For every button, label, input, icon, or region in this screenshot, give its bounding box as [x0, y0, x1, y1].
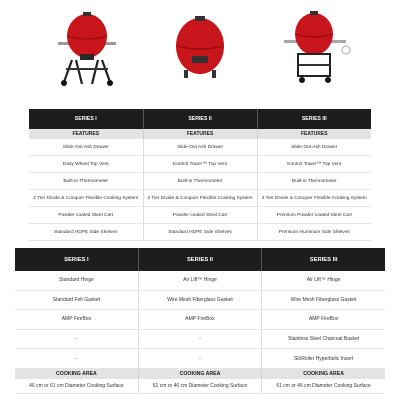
header-series-3: SERIES III [257, 109, 371, 129]
series-3-grill-image [282, 6, 354, 88]
table-cell: Wire Mesh Fiberglass Gasket [138, 290, 261, 310]
table-row [29, 173, 371, 190]
table-cell: Slide-Out Ash Drawer [257, 139, 371, 156]
table-cell: Premium Powder coated Steel Cart [257, 207, 371, 224]
table-cell: Air Lift™ Hinge [138, 271, 261, 290]
table-row [29, 156, 371, 173]
series-1-grill-image [56, 6, 118, 88]
table-cell: Slide-Out Ash Drawer [29, 139, 143, 156]
table-cell: 46 cm or 61 cm Diameter Cooking Surface [15, 379, 138, 394]
section-label: COOKING AREA [262, 368, 385, 379]
table-cell: Built-in Thermometer [29, 173, 143, 190]
table-cell: 2 Tier Divide & Conquer Flexible Cooking System [29, 190, 143, 207]
table-cell: 3 Tier Divide & Conquer Flexible Cooking System [257, 190, 371, 207]
table-cell: AMP FireBox [262, 310, 385, 330]
table-cell: Stainless Steel Charcoal Basket [262, 329, 385, 349]
table-cell: Kontrol Tower™ Top Vent [257, 156, 371, 173]
table-cell: Dasy Wheel Top Vent [29, 156, 143, 173]
table-header-row [15, 248, 385, 271]
table-row [15, 379, 385, 394]
table-row [15, 310, 385, 330]
table-cell: 61 cm or 46 cm Diameter Cooking Surface [262, 379, 385, 394]
hardware-comparison-table [15, 248, 385, 394]
table-cell: Standard Hinge [15, 271, 138, 290]
section-label: FEATURES [29, 129, 143, 139]
table-cell: SlōRoller Hyperbolic Insert [262, 349, 385, 369]
table-cell: AMP FireBox [138, 310, 261, 330]
table-row [29, 224, 371, 241]
section-label: COOKING AREA [15, 368, 138, 379]
table-cell: Kontrol Tower™ Top Vent [143, 156, 257, 173]
table-header-row [29, 109, 371, 129]
table-cell: Built-in Thermometer [257, 173, 371, 190]
table-row [29, 207, 371, 224]
table-cell: AMP FireBox [15, 310, 138, 330]
table-row [15, 349, 385, 369]
table-row [15, 290, 385, 310]
table-row [15, 271, 385, 290]
section-row-features [29, 129, 371, 139]
table-cell: - [138, 349, 261, 369]
table-cell: Standard Felt Gasket [15, 290, 138, 310]
table-cell: Premium Aluminum Side Shelves [257, 224, 371, 241]
table-cell: Slide-Out Ash Drawer [143, 139, 257, 156]
table-cell: Powder coated Steel Cart [143, 207, 257, 224]
section-label: FEATURES [143, 129, 257, 139]
product-images [0, 0, 400, 95]
table-row [29, 190, 371, 207]
header-series-2: SERIES II [143, 109, 257, 129]
header-series-1: SERIES I [15, 248, 138, 271]
section-label: COOKING AREA [138, 368, 261, 379]
table-cell: - [15, 329, 138, 349]
table-row [29, 139, 371, 156]
features-comparison-table [29, 109, 371, 241]
section-row-cooking-area [15, 368, 385, 379]
table-row [15, 329, 385, 349]
header-series-3: SERIES III [262, 248, 385, 271]
table-cell: 61 cm or 46 cm Diameter Cooking Surface [138, 379, 261, 394]
table-cell: Air Lift™ Hinge [262, 271, 385, 290]
table-cell: Wire Mesh Fiberglass Gasket [262, 290, 385, 310]
table-cell: Powder coated Steel Cart [29, 207, 143, 224]
section-label: FEATURES [257, 129, 371, 139]
table-cell: - [15, 349, 138, 369]
header-series-2: SERIES II [138, 248, 261, 271]
table-cell: Standard HDPE Side Shelves [143, 224, 257, 241]
header-series-1: SERIES I [29, 109, 143, 129]
table-cell: 2 Tier Divide & Conquer Flexible Cooking System [143, 190, 257, 207]
series-2-grill-image [172, 12, 228, 82]
table-cell: Standard HDPE Side Shelves [29, 224, 143, 241]
table-cell: - [138, 329, 261, 349]
table-cell: Built-in Thermometer [143, 173, 257, 190]
